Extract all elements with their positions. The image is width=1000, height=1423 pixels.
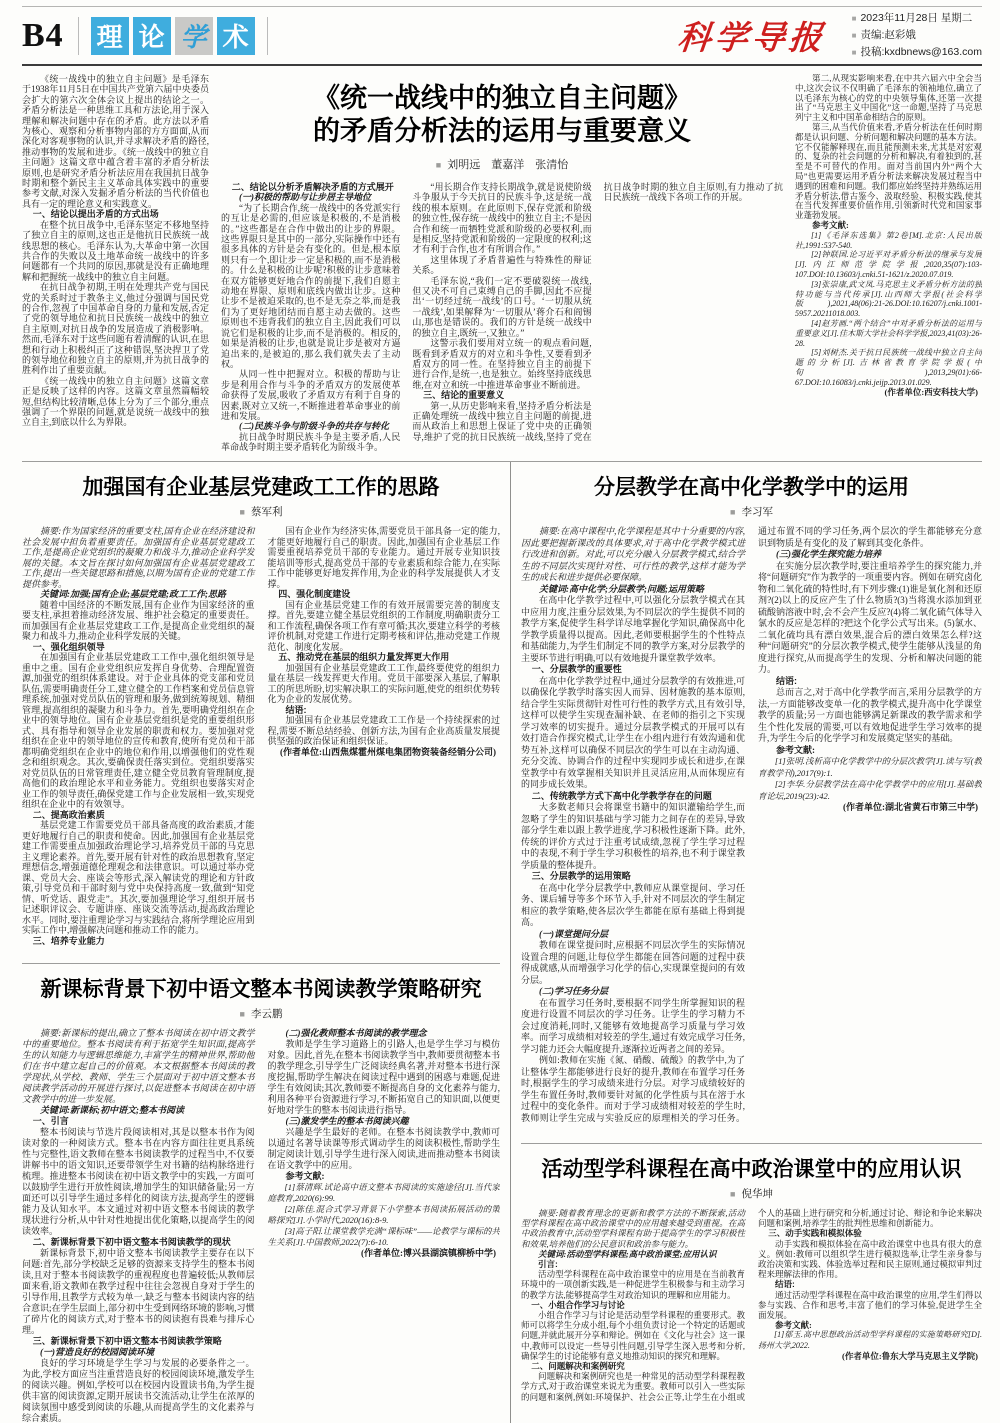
para-ref: [1]《毛泽东选集》第2卷[M].北京:人民出版社,1991:537-540. — [795, 230, 982, 250]
para-p: 在高中化学分层教学中,教师应从课堂提问、学习任务、课后辅导等多个环节入手,针对不同层次的学生制定相应的教学策略,使各层次学生都能在原有基础上得到提高。 — [521, 882, 745, 927]
para-p: 总而言之,对于高中化学教学而言,采用分层教学的方法,一方面能够改变单一化的教学模式,提升高中化学课堂教学的质量;另一方面也能够满足新课改的教学需求和学生个性化发展的需要,可以有效地促进学生学习效率的提升,为学生今后的化学学习和发展奠定坚实的基础。 — [758, 687, 982, 743]
issue-submit-email: ■ 投稿:kxdbnews@163.com — [851, 46, 982, 58]
para-p: 随着中国经济的不断发展,国有企业作为国家经济的重要支柱,承担着推动经济发展、维护社会稳定的重要责任。而加强国有企业基层党建政工工作,是提高企业党组织的凝聚力和战斗力,推动企业科学发展的关键。 — [22, 599, 255, 641]
para-kw: 关键词:高中化学;分层教学;问题;运用策略 — [539, 583, 704, 594]
section-logo — [78, 17, 268, 55]
para-h: 二、新课标背景下初中语文整本书阅读教学的现状 — [32, 1237, 231, 1247]
para-ref: [1]蔡清辉.试论高中语文整本书阅读的实施途径[J].当代家庭教育,2020(6):99. — [267, 1182, 500, 1203]
para-p: 这警示我们要用对立统一的观点看问题,既看到矛盾双方的对立和斗争性,又要看到矛盾双方的同一性。在坚持独立自主的前提下进行合作,是统一,也是独立。始终坚持底线思维,在对立和统一中推进革命事业不断前进。 — [412, 338, 592, 390]
para-p: 在实施分层次教学时,要注重培养学生的探究能力,并将“问题研究”作为教学的一项重要内容。例如在研究卤化物和二氧化硫的特性时,有下列步骤:(1)谁是氧化剂和还原剂?(2)以上的反应产生了什么物质?(3)当将溴水添加到亚硫酸钠溶液中时,会不会产生反应?(4)将二氧化硫气体导入氯水的反应是怎样的?把这个化学公式写出来。(5)氯水、二氧化硫均具有漂白效果,混合后的漂白效果怎么样?这种“问题研究”的分层次教学模式,使学生能够从浅显的角度进行探究,从而提高学生的发现、分析和解决问题的能力。 — [758, 560, 982, 674]
para-p: 动手实践和模拟体验在高中政治课堂中也具有很大的意义。例如:教师可以组织学生进行模拟选举,让学生亲身参与政治决策和实践、体验选举过程和民主原则,通过模拟审判过程来理解法律的作用。 — [758, 1238, 982, 1280]
article-center-block — [221, 74, 783, 461]
left-half — [22, 462, 511, 1423]
para-abs: 摘要:在高中课程中,化学课程是其中十分重要的内容,因此要把握新课改的具体要求,对于高中化学教学模式进行改进和创新。对此,可以充分融入分层教学模式,结合学生的不同层次实现针对性、可行性的教学,这样才能为学生的成长和进步提供必要保障。 — [521, 526, 745, 582]
para-p: 第一,从历史影响来看,坚持矛盾分析法是正确处理统一战线中独立自主问题的前提,进而从政治上和思想上保证了党中央的正确领导,维护了党的抗日民族统一战线,坚持了党在抗日战争时期的独立自主原则,有力推动了抗日民族统一战线下各项工作的开展。 — [412, 182, 783, 442]
para-p: 基层党建工作需要党员干部具备高度的政治素质,才能更好地履行自己的职责和使命。因此,加强国有企业基层党建工作需要重点加强政治理论学习,培养党员干部的马克思主义理论素养。首先,要开展有针对性的政治思想教育,坚定理想信念,增强道德伦理观念和法律意识。可以通过举办党课、党员大会、座谈会等形式,深入解读党的理论和方针政策,引导党员和干部时刻与党中央保持高度一致,做到“知党情、听党话、跟党走”。其次,要加强理论学习,组织开展书记述职评议会、专题讲座、座谈交流等活动,提高政治理论水平。同时,要注重理论学习与实践结合,将所学理论应用到实际工作中,增强解决问题和推动工作的能力。 — [22, 820, 255, 935]
para-sub: (二)民族斗争与阶级斗争的共存与转化 — [239, 421, 389, 432]
para-h2: 结语: — [285, 704, 307, 715]
article-title: 加强国有企业基层党建政工工作的思路 — [82, 476, 440, 499]
masthead-title: 科学导报 — [675, 18, 828, 57]
section-logo-char: 论 — [133, 17, 171, 55]
article-byline: ■ 蔡军利 — [239, 507, 283, 518]
article-byline: ■ 李云鹏 — [239, 1009, 283, 1020]
issue-date: ■ 2023年11月28日 星期二 — [851, 12, 973, 24]
para-p: 在抗日战争初期,王明在处理共产党与国民党的关系时过于教条主义,他过分强调与国民党的合作,忽视了中国革命自身的力量和发展,否定了党的领导地位和抗日民族统一战线中的独立自主原则,对抗日战争的发展造成了消极影响。然而,毛泽东对于这些问题有着清醒的认识,在思想和行动上积极纠正了这种错误,坚决捍卫了党的领导地位和独立自主的原则,并为抗日战争的胜利作出了重要贡献。 — [22, 282, 209, 376]
article-column — [22, 74, 209, 452]
para-p: “为了长期合作,统一战线中的各党派实行的互让是必需的,但应该是积极的,不是消极的。”这些都是在合作中做出的让步的界限。这些界限只是其中的一部分,实际操作中还有很多具体的方针是会有变化的。但是,根本原则只有一个,即让步一定是积极的,而不是消极的。什么是积极的让步呢?积极的让步意味着在双方能够更好地合作的前提下,我们自愿主动地在界限、原则和底线内做出让步。这种让步不是被迫采取的,也不是无奈之举,而是我们为了更好地团结而自愿主动去做的。这些原则也不违背我们的独立自主,因此我们可以说它们是积极的让步,而不是消极的。相反的,如果是消极的让步,也就是说让步是被对方逼迫出来的,是被迫的,那么我们就失去了主动权。 — [221, 202, 401, 369]
para-kw: 关键词:新课标;初中语文;整本书阅读 — [40, 1105, 184, 1115]
article-byline: ■ 刘明远 董嘉洋 张清怡 — [435, 159, 569, 171]
para-p: 例如:教师在实施《氮、硝酸、硫酸》的教学中,为了让整体学生都能够进行良好的提升,教师在布置学习任务时,根据学生的学习成绩来进行分层。对学习成绩较好的学生布置任务时,教师要针对氮的化学性质与其在溶于水过程中的变化条件。而对于学习成绩相对较差的学生时,教师则让学生完成与实验反应的原理相关的学习任务。通过布置不同的学习任务,两个层次的学生都能够充分意识到物质是有变化的及了解到其变化条件。 — [521, 526, 982, 1123]
para-p: 在加强国有企业基层党建政工工作中,强化组织领导是重中之重。国有企业党组织应发挥自身优势、合理配置资源,加强党的组织体系建设。对于企业具体的党支部和党员队伍,需要明确责任分工,建立健全的工作档案和党员信息管理系统,加强对党员队伍的管理和服务,做到统筹规划、精细管理,提高组织的凝聚力和斗争力。首先,要明确党组织在企业中的领导地位。国有企业基层党组织是党的重要组织形式、具有指导和领导企业发展的职责和权力。要加强对党组织在企业中的领导地位的宣传和教育,使所有党员和干部都明确党组织在企业中的地位和作用,以增强他们的党性观念和组织观念。其次,要确保责任落实到位。党组织要落实对党员队伍的日常管理责任,建立健全党员教育管理制度,提高他们的政治理论水平和业务能力。党组织也要落实对企业工作的领导责任,确保党建工作与企业发展相一致,实现党组织在企业中的有效领导。 — [22, 652, 255, 809]
para-sub: (一)营造良好的校园阅读环境 — [40, 1347, 154, 1357]
para-h: 三、分层教学的运用策略 — [531, 871, 631, 881]
para-ref: [2]陈佳.混合式学习背景下小学整本书阅读拓展活动的策略探究[J].小学时代,2020(16):8-9. — [267, 1204, 500, 1225]
para-sub: (一)课堂提问分层 — [539, 928, 608, 939]
section-logo-char: 理 — [91, 17, 129, 55]
para-ref: [1]郁玉.高中思想政治活动型学科课程的实施策略研究[D].扬州大学,2022. — [758, 1330, 982, 1350]
para-h: 二、提高政治素质 — [32, 809, 105, 820]
para-sub: (三)强化学生探究能力培养 — [776, 549, 881, 559]
issue-editor: ■ 责编:赵彩娥 — [851, 29, 916, 41]
para-p: 兴趣是学生最好的老师。在整本书阅读教学中,教师可以通过名著导读课等形式调动学生的阅读积极性,帮助学生制定阅读计划,引导学生进行深入阅读,进而推动整本书阅读在语文教学中的应用。 — [267, 1127, 500, 1170]
para-h: 一、分层教学的重要性 — [531, 664, 622, 674]
para-h2: 引言: — [538, 1259, 558, 1270]
para-p: 新课标背景下,初中语文整本书阅读教学主要存在以下问题:首先,部分学校缺乏足够的资源来支持学生的整本书阅读,且对于整本书阅读教学的重视程度也普遍较低;从教师层面来看,语文教师在教学过程中往往会忽视自身对于学生的引导作用,且教学方式较为单一,缺乏与整本书阅读内容的结合意识;在学生层面上,部分初中生受到网络环境的影响,习惯了碎片化的阅读方式,对于整本书的阅读抱有畏难与排斥心理。 — [22, 1248, 255, 1335]
section-logo-char: 术 — [217, 17, 255, 55]
para-p: 教师在课堂提问时,应根据不同层次学生的实际情况设置合理的问题,让每位学生都能在回答问题的过程中获得成就感,从而增强学习化学的信心,实现课堂提问的有效分层。 — [521, 940, 745, 985]
para-p: 教师是学生学习道路上的引路人,也是学生学习与模仿对象。因此,首先,在整本书阅读教学当中,教师要贯彻整本书的教学理念,引导学生广泛阅读经典名著,并对整本书进行深度挖掘,帮助学生解决在阅读过程中遇到的困惑与难题,促进学生有效阅读;其次,教师要不断提高自身的文化素养与能力,利用各种平台资源进行学习,不断拓宽自己的知识面,以便更好地对学生的整本书阅读进行指导。 — [267, 1039, 500, 1115]
para-p: 《统一战线中的独立自主问题》是毛泽东于1938年11月5日在中国共产党第六届中央委员会扩大的第六次全体会议上提出的结论之一。矛盾分析法是一种思维工具和方法论,用于深入理解和解决问题中存在的矛盾。此方法以矛盾为核心、观察和分析事物内部的方方面面,从而深化对客观事物的认识,并寻求解决矛盾的路径,推动事物的发展和进步。《统一战线中的独立自主问题》这篇文章中蕴含着丰富的矛盾分析法原则,也是研究矛盾分析法应用在我国抗日战争时期和整个新民主主义革命具体实践中的重要参考文献,对深入发掘矛盾分析法的当代价值也具有一定的理论意义和实践意义。 — [22, 74, 209, 209]
para-ref: [4]赵芳画.“两个结合”中对矛盾分析法的运用与重要意义[J].佳木斯大学社会科学学报,2023,41(03):26-28. — [795, 318, 982, 348]
para-h: 一、小组合作学习与讨论 — [531, 1299, 625, 1310]
para-p: 加强国有企业基层党建政工工作,最终要使党的组织力量在基层一线发挥更大作用。党员干部要深入基层,了解职工的所思所盼,切实解决职工的实际问题,使党的组织优势转化为企业的发展优势。 — [267, 662, 500, 704]
para-p: 良好的学习环境是学生学习与发展的必要条件之一。为此,学校方面应当注重营造良好的校园阅读环境,激发学生的阅读兴趣。例如,学校可以在校园内设置读书角,为学生提供丰富的阅读资源,定期开展读书交流活动,让学生在浓厚的阅读氛围中感受到阅读的乐趣,从而提高学生的文化素养与综合素质。 — [22, 1358, 255, 1423]
para-p: 这里体现了矛盾普遍性与特殊性的辩证关系。 — [412, 254, 592, 276]
para-p: 第三,从当代价值来看,矛盾分析法在任何时期都是认识问题、分析问题和解决问题的基本方法。它不仅能解释现在,而且能预测未来,尤其是对宏观的、复杂的社会问题的分析和解决,有着独到的,甚至是不可替代的作用。面对当前国内外“两个大局”也更需要运用矛盾分析法来解决发展过程当中遇到的困难和问题。我们都应始终坚持并熟练运用矛盾分析法,借古鉴今、汲取经验、积极实践,使其在当代发挥重要价值作用,引领新时代党和国家事业蓬勃发展。 — [795, 121, 982, 221]
page-header — [22, 6, 982, 66]
para-sub: (二)强化教师整本书阅读的教学理念 — [285, 1028, 427, 1038]
para-abs: 摘要:随着教育理念的更新和教学方法的不断探索,活动型学科课程在高中政治课堂中的应用越来越受到重视。在高中政治教育中,活动型学科课程有助于提高学生的学习积极性和效果,培养他们的公民意识和政治参与能力。 — [521, 1208, 745, 1249]
article-title: 分层教学在高中化学教学中的运用 — [594, 476, 909, 499]
para-p: 小组合作学习与讨论是活动型学科课程的重要形式。教师可以将学生分成小组,每个小组负责讨论一个特定的话题或问题,并就此展开分享和辩论。例如在《文化与社会》这一课中,教师可以设定一些导引性问题,引导学生深入思考和分析,确保学生的讨论能够有意义地推动知识的探究和理解。 — [521, 1310, 745, 1361]
para-refh: 参考文献: — [285, 1171, 325, 1181]
para-refh: 参考文献: — [812, 219, 849, 230]
issue-info — [852, 10, 982, 61]
byline-square-icon: ■ — [435, 160, 442, 170]
para-sub: (二)学习任务分层 — [539, 986, 608, 996]
para-h: 五、推动党在基层的组织力量发挥更大作用 — [278, 652, 450, 662]
byline-square-icon: ■ — [239, 507, 245, 517]
para-p: 国有企业作为经济实体,需要党员干部具备一定的能力,才能更好地履行自己的职责。因此,加强国有企业基层工作需要重视培养党员干部的专业能力。通过开展专业知识技能培训等形式,提高党员干部的专业素质和综合能力,在实际工作中能够更好地发挥作用,为企业的科学发展提供人才支撑。 — [267, 526, 500, 589]
article-layered-chemistry-teaching — [521, 462, 982, 1144]
bullet-square-icon: ■ — [851, 31, 857, 40]
para-h: 一、强化组织领导 — [32, 641, 105, 652]
article-columns — [22, 526, 500, 964]
para-abs: 摘要:新课标的提出,确立了整本书阅读在初中语文教学中的重要地位。整本书阅读有利于拓宽学生知识面,提高学生的认知能力与逻辑思维能力,丰富学生的精神世界,帮助他们在书中建立起自己的价值观。本文根据整本书阅读的教学现状,从学校、教师、学生三个层面对于初中语文整本书阅读教学活动的开展进行探讨,以促进整本书阅读在初中语文教学中的进一步发展。 — [22, 1028, 255, 1104]
para-refh: 参考文献: — [775, 1320, 812, 1331]
para-unit: (作者单位:博兴县湖滨镇柳桥中学) — [361, 1248, 496, 1258]
para-p: 在整个抗日战争中,毛泽东坚定不移地坚持了独立自主的原则,这也正是他抗日民族统一战线思想的核心。毛泽东认为,大革命中第一次国共合作的失败以及土地革命统一战线中的许多问题都有一个共同的原因,那就是没有正确地理解和把握统一战线中的独立自主问题。 — [22, 219, 209, 282]
para-ref: [5]刘树杰.关于抗日民族统一战线中独立自主问题的分析[J].吉林省教育学院学报(中旬),2013,29(01):66-67.DOI:10.16083/j.cnki.jeijp.2013.01.029. — [795, 348, 982, 387]
para-ref: [1]张明.浅析高中化学教学中的分层次教学[J].读与写(教育教学刊),2017(9):1. — [758, 756, 982, 778]
para-p: 大多数老师只会将课堂书籍中的知识灌输给学生,而忽略了学生的知识基础与学习能力之间存在的差异,导致部分学生难以跟上教学进度,学习积极性逐渐下降。此外,传统的评价方式过于注重考试成绩,忽视了学生学习过程中的表现,不利于学生学习积极性的培养,也不利于课堂教学质量的整体提升。 — [521, 802, 745, 870]
para-h: 四、强化制度建设 — [278, 589, 351, 599]
right-half — [511, 462, 982, 1423]
para-h: 二、结论以分析矛盾解决矛盾的方式展开 — [231, 182, 394, 192]
para-p: 《统一战线中的独立自主问题》这篇文章正是反映了这样的内容。这篇文章虽然篇幅较短,但结构比较清晰,总体上分为了三个部分,重点强调了一个界限的问题,就是说统一战线中的独立自主,到底以什么为界限。 — [22, 375, 209, 428]
article-column — [795, 74, 982, 452]
para-h: 一、结论以提出矛盾的方式出场 — [32, 209, 159, 220]
para-unit: (作者单位:西安科技大学) — [884, 386, 978, 397]
para-h: 二、传统教学方式下高中化学教学存在的问题 — [531, 790, 712, 801]
para-h: 三、新课标背景下初中语文整本书阅读教学策略 — [32, 1336, 222, 1346]
bullet-square-icon: ■ — [851, 14, 857, 23]
article-columns — [521, 1208, 982, 1422]
para-p: “用长期合作支持长期战争,就是说使阶级斗争服从于今天抗日的民族斗争,这是统一战线的根本原则。在此原则下,保存党派和阶级的独立性,保存统一战线中的独立自主;不是因合作和统一而牺牲党派和阶级的必要权利,而是相反,坚持党派和阶级的一定限度的权利;这才有利于合作,也才有所谓合作。” — [412, 182, 592, 255]
para-h: 三、培养专业能力 — [32, 935, 105, 946]
para-sub: (三)激发学生的整本书阅读兴趣 — [285, 1116, 409, 1126]
para-p: 抗日战争时期民族斗争是主要矛盾,人民革命战争时期主要矛盾转化为阶级斗争。 — [221, 431, 401, 453]
article-title: 活动型学科课程在高中政治课堂中的应用认识 — [541, 1158, 962, 1181]
para-unit: (作者单位:山西焦煤霍州煤电集团物资装备经销分公司) — [280, 746, 496, 757]
para-abs: 摘要:作为国家经济的重要支柱,国有企业在经济建设和社会发展中担负着重要责任。加强国有企业基层党建政工工作,是提高企业党组织的凝聚力和战斗力,推动企业科学发展的关键。本文旨在探讨如何加强国有企业基层党建政工工作,提出一些关键思路和措施,以期为国有企业的党建工作提供参考。 — [22, 526, 255, 589]
article-columns — [521, 526, 982, 1144]
para-p: 第二,从现实影响来看,在中共六届六中全会当中,这次会议不仅明确了毛泽东的领袖地位,确立了以毛泽东为核心的党的中央领导集体,还第一次提出了“马克思主义中国化”这一命题,坚持了马克思列宁主义和中国革命相结合的原则。 — [795, 74, 982, 123]
article-byline: ■ 倪华坤 — [730, 1189, 773, 1200]
para-h: 二、问题解决和案例研究 — [531, 1361, 625, 1372]
article-title: 新课标背景下初中语文整本书阅读教学策略研究 — [40, 978, 482, 1001]
para-p: 从同一性中把握对立。积极的帮助与让步是利用合作与斗争的矛盾双方的发展使革命获得了发展,吸收了矛盾双方有利于自身的因素,既对立又统一,不断推进着革命事业的前进和发展。 — [221, 369, 401, 421]
para-unit: (作者单位:湖北省黄石市第三中学) — [843, 802, 978, 812]
article-party-building — [22, 462, 500, 964]
para-p: 问题解决和案例研究也是一种常见的活动型学科课程教学方式,对于政治课堂来说尤为重要。教师可以引入一些实际的问题和案例,例如:环境保护、社会公正等,让学生在小组或个人的基础上进行研究和分析,通过讨论、辩论和争论来解决问题和案例,培养学生的批判性思维和创新能力。 — [521, 1208, 982, 1402]
para-sub: (一)积极的帮助与让步居主导地位 — [239, 192, 371, 203]
article-columns — [221, 182, 783, 461]
article-columns — [22, 1028, 500, 1423]
para-ref: [2]李华.分层教学法在高中化学教学中的应用[J].基础教育论坛,2019(23):42. — [758, 779, 982, 801]
para-h: 三、结论的重要意义 — [423, 390, 505, 401]
para-ref: [3]张崇康,武文凤.马克思主义矛盾分析方法的独特功能与当代传承[J].山西师大学报(社会科学版),2021,48(06):21-26.DOI:10.16207/j.cnki.1001-5957.20211018.003. — [795, 279, 982, 319]
byline-square-icon: ■ — [730, 1189, 736, 1199]
para-p: 活动型学科课程在高中政治课堂中的应用是在当前教育环境中的一项创新实践,是一种促进学生积极参与和主动学习的教学方法,能够提高学生对政治知识的理解和应用能力。 — [521, 1269, 745, 1300]
article-whole-book-reading — [22, 964, 500, 1423]
byline-square-icon: ■ — [730, 507, 736, 517]
para-p: 在高中化学教学过程中,通过分层教学的有效推进,可以确保化学教学时落实因人而异、因材施教的基本原则,结合学生实际贯彻针对性可行性的教学方式,且有效引导,这样可以使学生实现查漏补缺、在老师的指引之下实现学习效率的切实提升。通过分层教学模式的开展可以有效打造合作探究模式,让学生在小组内进行有效沟通和优势互补,这样可以确保不同层次的学生可以在主动沟通、充分交流、协调合作的过程中实现同步成长和进步,在课堂教学中有效掌握相关知识并且灵活应用,从而体现应有的同步成长效果。 — [521, 675, 745, 789]
para-ref: [3]高子阳.让课堂教学充满“课标味”——论教学与课标的共生关系[J].中国教师,2022(7):6-10. — [267, 1226, 500, 1247]
article-byline: ■ 李习军 — [730, 507, 773, 518]
byline-square-icon: ■ — [239, 1009, 245, 1019]
para-h: 三、动手实践和模拟体验 — [768, 1228, 862, 1239]
para-unit: (作者单位:鲁东大学马克思主义学院) — [842, 1350, 978, 1361]
para-p: 通过活动型学科课程在高中政治课堂的应用,学生们得以参与实践、合作和思考,丰富了他们的学习体验,促进学生全面发展。 — [758, 1289, 982, 1321]
para-p: 加强国有企业基层党建政工工作是一个持续探索的过程,需要不断总结经验、创新方法,为国有企业高质量发展提供坚强的政治保证和组织保证。 — [267, 715, 500, 746]
para-h: 一、引言 — [32, 1116, 69, 1126]
article-activity-politics-course — [521, 1144, 982, 1423]
page-number: B4 — [22, 16, 64, 54]
article-title: 《统一战线中的独立自主问题》 的矛盾分析法的运用与重要意义 — [313, 83, 691, 146]
para-h2: 结语: — [776, 675, 797, 686]
para-kw: 关键词:加强;国有企业;基层党建;政工工作;思路 — [40, 589, 226, 599]
para-p: 在布置学习任务时,要根据不同学生所掌握知识的程度进行设置不同层次的学习任务。让学生的学习精力不会过度消耗,同时,又能够有效地提高学习质量与学习效率。而学习成绩相对较差的学生,通过有效完成学习任务,学习能力还会大幅度提升,逐渐拉近两者之间的差异。 — [521, 997, 745, 1054]
para-p: 国有企业基层党建工作的有效开展需要完善的制度支撑。首先,要建立健全基层党组织的工作制度,明确职责分工和工作流程,确保各项工作有章可循;其次,要建立科学的考核评价机制,对党建工作进行定期考核和评估,推动党建工作规范化、制度化发展。 — [267, 599, 500, 652]
para-p: 在高中化学教学过程中,可以强化分层教学模式在其中应用力度,注重分层效果,为不同层次的学生提供不同的教学方案,促使学生科学详尽地掌握化学知识,确保高中化学教学质量得以提高。因此,老师要根据学生的个性特点和基础能力,为学生们制定不同的教学方案,对分层教学的主要环节进行明确,可以有效地提升课堂教学效率。 — [521, 595, 745, 663]
section-logo-char: 学 — [175, 17, 213, 55]
para-ref: [2]钟联国.论习近平对矛盾分析法的继承与发展[J].内江师范学院学报,2020,35(07):103-107.DOI:10.13603/j.cnki.51-1621/z.2020.07.019. — [795, 250, 982, 279]
para-h2: 结语: — [775, 1279, 795, 1290]
article-unity-front-mao — [22, 66, 982, 462]
bullet-square-icon: ■ — [851, 48, 857, 57]
para-refh: 参考文献: — [776, 744, 815, 755]
para-p: 毛泽东说,“我们一定不要破裂统一战线,但又决不可自己束缚自己的手脚,因此不应提出‘一切经过统一战线’的口号。‘一切服从统一战线’,如果解释为‘一切服从’蒋介石和阎锡山,那也是错误的。我们的方针是统一战线中的独立自主,既统一,又独立。” — [412, 275, 592, 338]
para-p: 整本书阅读与节选片段阅读相对,其是以整本书作为阅读对象的一种阅读方式。整本书在内容方面往往更具系统性与完整性,语文教师在整本书阅读教学的过程当中,不仅要讲解书中的语文知识,还要带领学生对书籍的结构脉络进行梳理。推进整本书阅读在初中语文教学中的实践,一方面可以鼓励学生进行开放性阅读,增加学生的知识储备量;另一方面还可以引导学生通过多样化的阅读方法,提高学生的逻辑能力及认知水平。本文通过对初中语文整本书阅读的教学现状进行分析,从中针对性地提出优化策略,以提高学生的阅读效率。 — [22, 1127, 255, 1236]
para-kw: 关键词:活动型学科课程;高中政治课堂;应用认识 — [538, 1248, 717, 1259]
